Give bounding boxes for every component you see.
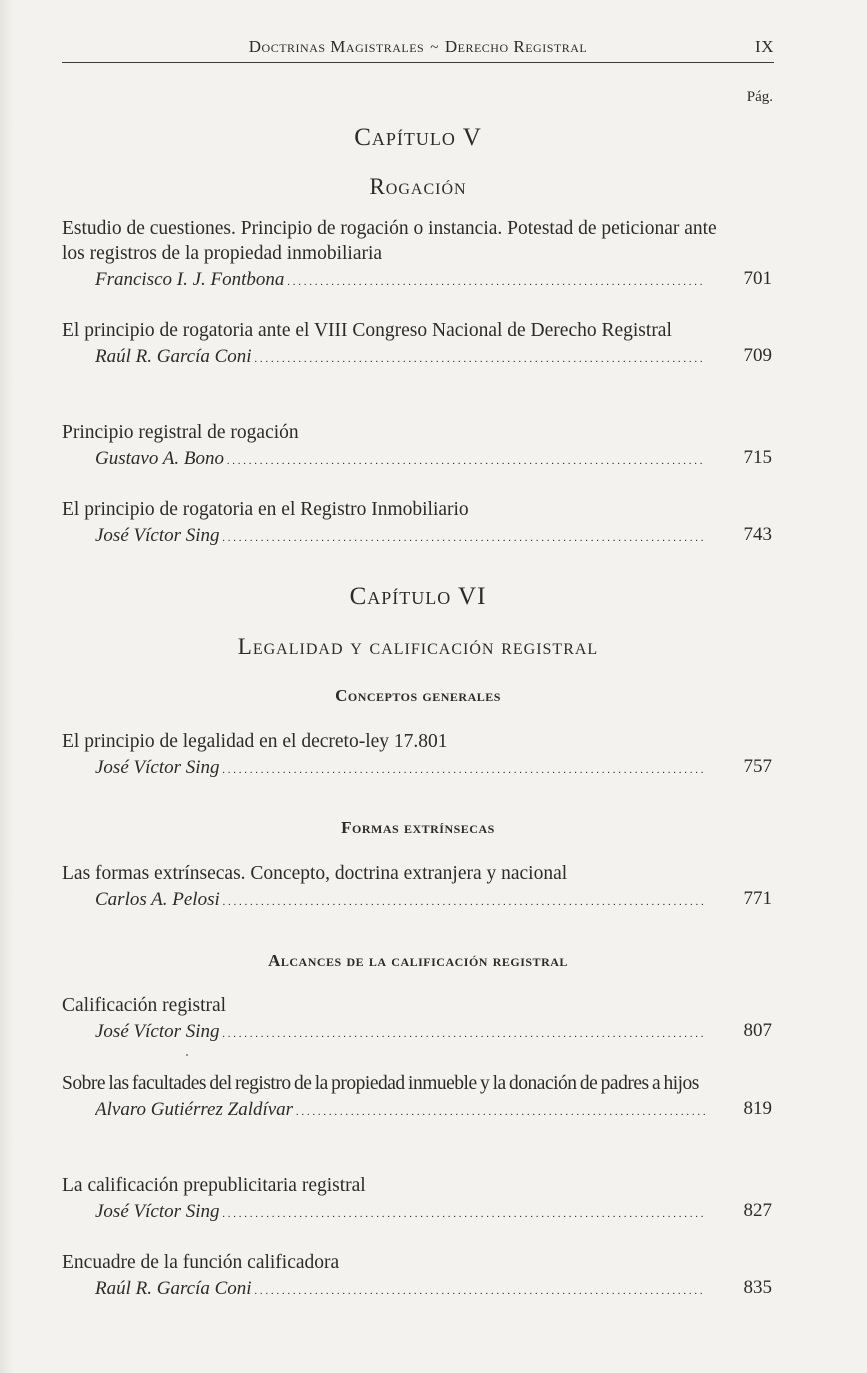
running-header: [62, 36, 774, 63]
print-speck: [186, 1054, 188, 1056]
chapter-6-title-block: [62, 634, 774, 660]
entry-page-number: 771: [743, 888, 772, 909]
entry-title: Estudio de cuestiones. Principio de rogación o instancia. Potestad de peticionar ante los registros de la propiedad inmobiliaria: [62, 218, 717, 264]
entry-title: Las formas extrínsecas. Concepto, doctrina extranjera y nacional: [62, 863, 568, 884]
entry-title: Principio registral de rogación: [62, 422, 299, 443]
author-line: [62, 523, 774, 548]
entry-page-number: 835: [743, 1277, 772, 1298]
entry-page-number: 743: [743, 524, 772, 545]
entry-author: José Víctor Sing . . .: [95, 755, 706, 783]
entry-title: El principio de rogatoria en el Registro Inmobiliario: [62, 499, 469, 520]
chapter-number: Capítulo V: [354, 124, 482, 151]
toc-entry[interactable]: [62, 216, 774, 292]
author-line: [62, 1199, 774, 1224]
roman-page-number: IX: [755, 37, 774, 56]
toc-entry[interactable]: [62, 420, 774, 471]
entry-author: Raúl R. García Coni . . .: [95, 1276, 706, 1304]
chapter-5-heading: [62, 124, 774, 152]
chapter-title: Legalidad y calificación registral: [237, 634, 599, 659]
page-column-label: Pág.: [746, 89, 773, 105]
entry-title: Sobre las facultades del registro de la propiedad inmueble y la donación de padres a hijos: [62, 1073, 699, 1094]
author-line: [62, 755, 774, 780]
header-ornament: ~: [430, 40, 439, 56]
toc-entry[interactable]: [62, 497, 774, 548]
section-heading: Formas extrínsecas: [341, 818, 495, 837]
entry-page-number: 757: [743, 756, 772, 777]
entry-title: Calificación registral: [62, 995, 227, 1016]
author-line: [62, 1276, 774, 1301]
entry-title: La calificación prepublicitaria registral: [62, 1175, 366, 1196]
toc-entry[interactable]: [62, 861, 774, 912]
toc-entry[interactable]: [62, 1250, 774, 1301]
author-line: [62, 887, 774, 912]
entry-page-number: 807: [743, 1020, 772, 1041]
header-left-text: Doctrinas Magistrales: [248, 37, 425, 56]
entry-author: José Víctor Sing . . .: [95, 1019, 706, 1047]
entry-author: José Víctor Sing . . .: [95, 523, 706, 551]
author-line: [62, 446, 774, 471]
entry-author: Raúl R. García Coni . . .: [95, 344, 706, 372]
header-right-text: Derecho Registral: [444, 37, 588, 56]
chapter-title: Rogación: [369, 174, 467, 199]
toc-entry[interactable]: [62, 993, 774, 1044]
toc-entry[interactable]: [62, 729, 774, 780]
author-line: [62, 1019, 774, 1044]
section-heading: Alcances de la calificación registral: [268, 951, 568, 970]
entry-page-number: 819: [743, 1098, 772, 1119]
section-heading: Conceptos generales: [335, 686, 501, 705]
entry-page-number: 701: [743, 268, 772, 289]
author-line: [62, 1097, 774, 1122]
toc-entry[interactable]: [62, 1173, 774, 1224]
entry-title: El principio de rogatoria ante el VIII Congreso Nacional de Derecho Registral: [62, 320, 672, 341]
entry-author: Alvaro Gutiérrez Zaldívar . . .: [95, 1097, 706, 1125]
entry-author: Francisco I. J. Fontbona . . .: [95, 267, 706, 295]
entry-page-number: 827: [743, 1200, 772, 1221]
running-header-title: [62, 37, 774, 57]
entry-author: Gustavo A. Bono . . .: [95, 446, 706, 474]
toc-entry[interactable]: [62, 318, 774, 369]
chapter-number: Capítulo VI: [349, 583, 487, 610]
entry-author: José Víctor Sing . . .: [95, 1199, 706, 1227]
chapter-6-heading: [62, 583, 774, 611]
toc-entry[interactable]: [62, 1071, 774, 1122]
chapter-5-title-block: [62, 174, 774, 200]
author-line: [62, 267, 774, 292]
entry-title: El principio de legalidad en el decreto-ley 17.801: [62, 731, 448, 752]
entry-page-number: 709: [743, 345, 772, 366]
entry-page-number: 715: [743, 447, 772, 468]
author-line: [62, 344, 774, 369]
entry-author: Carlos A. Pelosi . . .: [95, 887, 706, 915]
entry-title: Encuadre de la función calificadora: [62, 1252, 340, 1273]
